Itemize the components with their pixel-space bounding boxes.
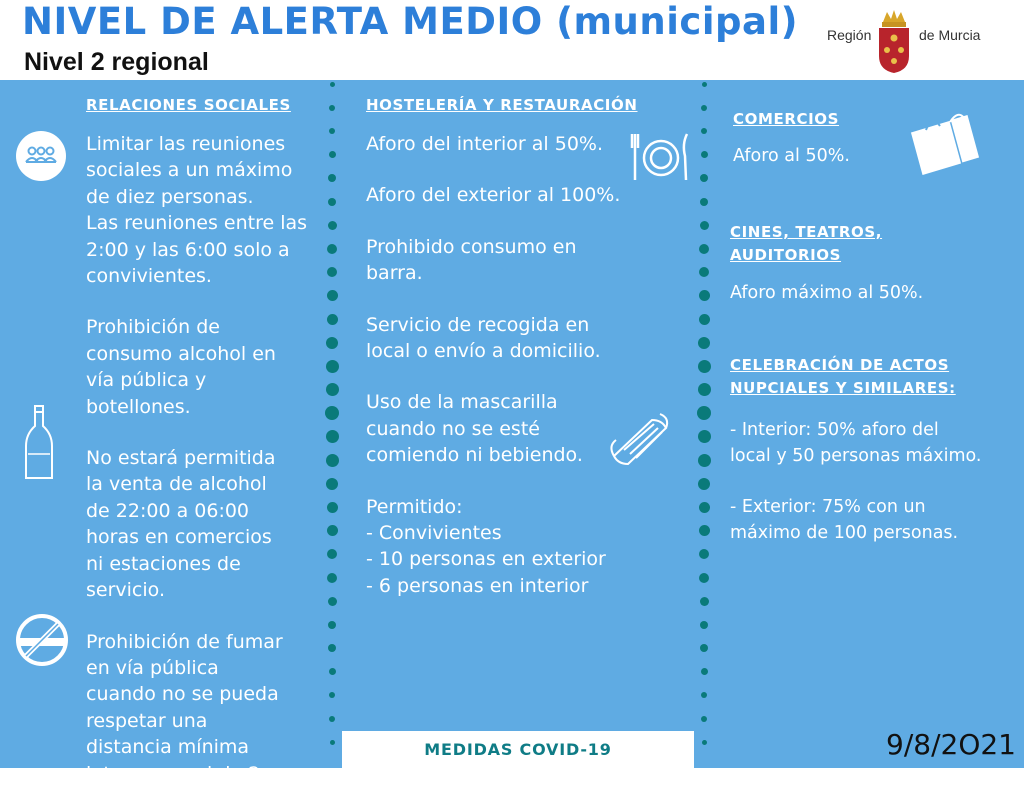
divider-dot (330, 82, 335, 87)
divider-dot (328, 174, 336, 182)
section-title-actos-2: NUPCIALES Y SIMILARES: (730, 379, 956, 397)
cines-rule: Aforo máximo al 50%. (730, 283, 924, 303)
divider-dot (700, 198, 708, 206)
divider-dot (328, 644, 336, 652)
divider-dot (326, 383, 339, 396)
divider-dot (699, 573, 709, 583)
social-rule-2: Prohibición de consumo alcohol en vía pública y botellones. (86, 316, 276, 418)
divider-dot (698, 430, 711, 443)
divider-dot (328, 597, 337, 606)
bottle-icon (24, 404, 54, 482)
section-title-actos-1: CELEBRACIÓN DE ACTOS (730, 356, 950, 374)
social-rule-4: Prohibición de fumar en vía pública cuando no se pueda respetar una distancia mínima interpersonal de 2m. (86, 630, 285, 785)
divider-dot (699, 244, 709, 254)
divider-dot (699, 314, 710, 325)
divider-dot (701, 151, 708, 158)
divider-dot (327, 549, 337, 559)
divider-dot (699, 267, 709, 277)
hospitality-rule-5: Uso de la mascarilla cuando no se esté comiendo ni bebiendo. (366, 391, 583, 467)
column-hospitality (366, 94, 666, 599)
actos-rule-2: - Exterior: 75% con un máximo de 100 personas. (730, 497, 959, 543)
actos-rule-1: - Interior: 50% aforo del local y 50 personas máximo. (730, 420, 982, 466)
divider-dot (700, 221, 709, 230)
divider-dot (327, 525, 338, 536)
divider-dot (700, 597, 709, 606)
divider-dot (701, 692, 707, 698)
divider-dot (699, 525, 710, 536)
divider-dot (699, 290, 710, 301)
section-title-hospitality: HOSTELERÍA Y RESTAURACIÓN (366, 96, 638, 114)
divider-dot (327, 502, 338, 513)
divider-dot (327, 573, 337, 583)
page-title: NIVEL DE ALERTA MEDIO (municipal) (22, 0, 799, 43)
divider-dot (702, 740, 707, 745)
divider-dot (329, 692, 335, 698)
divider-dot (329, 716, 335, 722)
divider-dot (329, 105, 335, 111)
divider-dot (699, 502, 710, 513)
column-social (86, 94, 326, 787)
shopping-bags-icon (906, 104, 986, 178)
divider-dot (700, 621, 708, 629)
social-rule-3: No estará permitida la venta de alcohol de 22:00 a 06:00 horas en comercios ni estaciones de servicio. (86, 447, 276, 602)
divider-dot (326, 454, 339, 467)
divider-dot (698, 454, 711, 467)
logo-text-murcia: de Murcia (919, 27, 981, 43)
divider-dot (329, 151, 336, 158)
no-smoking-icon (14, 612, 70, 668)
hospitality-rule-3: Prohibido consumo en barra. (366, 235, 577, 285)
section-title-comercios: COMERCIOS (733, 110, 840, 128)
footer-label: MEDIDAS COVID-19 (424, 740, 612, 759)
murcia-crest-icon (875, 8, 913, 74)
divider-dot (326, 430, 339, 443)
divider-dot (700, 174, 708, 182)
divider-dot (700, 644, 708, 652)
divider-dot (329, 668, 336, 675)
section-title-social: RELACIONES SOCIALES (86, 96, 291, 114)
divider-dot (702, 82, 707, 87)
social-rule-1: Limitar las reuniones sociales a un máximo de diez personas. Las reuniones entre las 2:00 y las 6:00 solo a convivientes. (86, 133, 308, 288)
divider-dot (701, 105, 707, 111)
divider-dot (701, 716, 707, 722)
divider-dot (329, 128, 335, 134)
divider-dot (701, 668, 708, 675)
group-people-icon (15, 130, 67, 182)
divider-dot (698, 337, 710, 349)
date-label: 9/8/2O21 (886, 728, 1016, 761)
divider-dot (327, 244, 337, 254)
divider-dot (699, 549, 709, 559)
hospitality-rule-2: Aforo del exterior al 100%. (366, 184, 621, 207)
divider-dot (697, 406, 711, 420)
divider-dot (327, 267, 337, 277)
divider-dot (698, 478, 710, 490)
divider-dot (328, 198, 336, 206)
divider-dot (328, 221, 337, 230)
divider-dot (326, 478, 338, 490)
hospitality-rule-6: Permitido: - Convivientes - 10 personas en exterior - 6 personas en interior (366, 495, 606, 597)
divider-dot (327, 314, 338, 325)
plate-cutlery-icon (630, 130, 692, 184)
page-subtitle: Nivel 2 regional (24, 48, 209, 76)
footer-banner (342, 731, 694, 768)
divider-dot (698, 383, 711, 396)
hospitality-rule-1: Aforo del interior al 50%. (366, 133, 604, 155)
section-title-cines-1: CINES, TEATROS, (730, 223, 883, 241)
hospitality-rule-4: Servicio de recogida en local o envío a domicilio. (366, 313, 601, 363)
divider-dot (328, 621, 336, 629)
divider-dot (701, 128, 707, 134)
section-title-cines-2: AUDITORIOS (730, 246, 842, 264)
divider-dot (325, 406, 339, 420)
divider-dot (327, 290, 338, 301)
face-mask-icon (606, 410, 672, 466)
divider-dot (698, 360, 711, 373)
logo-text-region: Región (827, 27, 872, 43)
divider-dot (326, 337, 338, 349)
divider-dot (326, 360, 339, 373)
comercios-rule: Aforo al 50%. (733, 146, 850, 166)
divider-dot (330, 740, 335, 745)
